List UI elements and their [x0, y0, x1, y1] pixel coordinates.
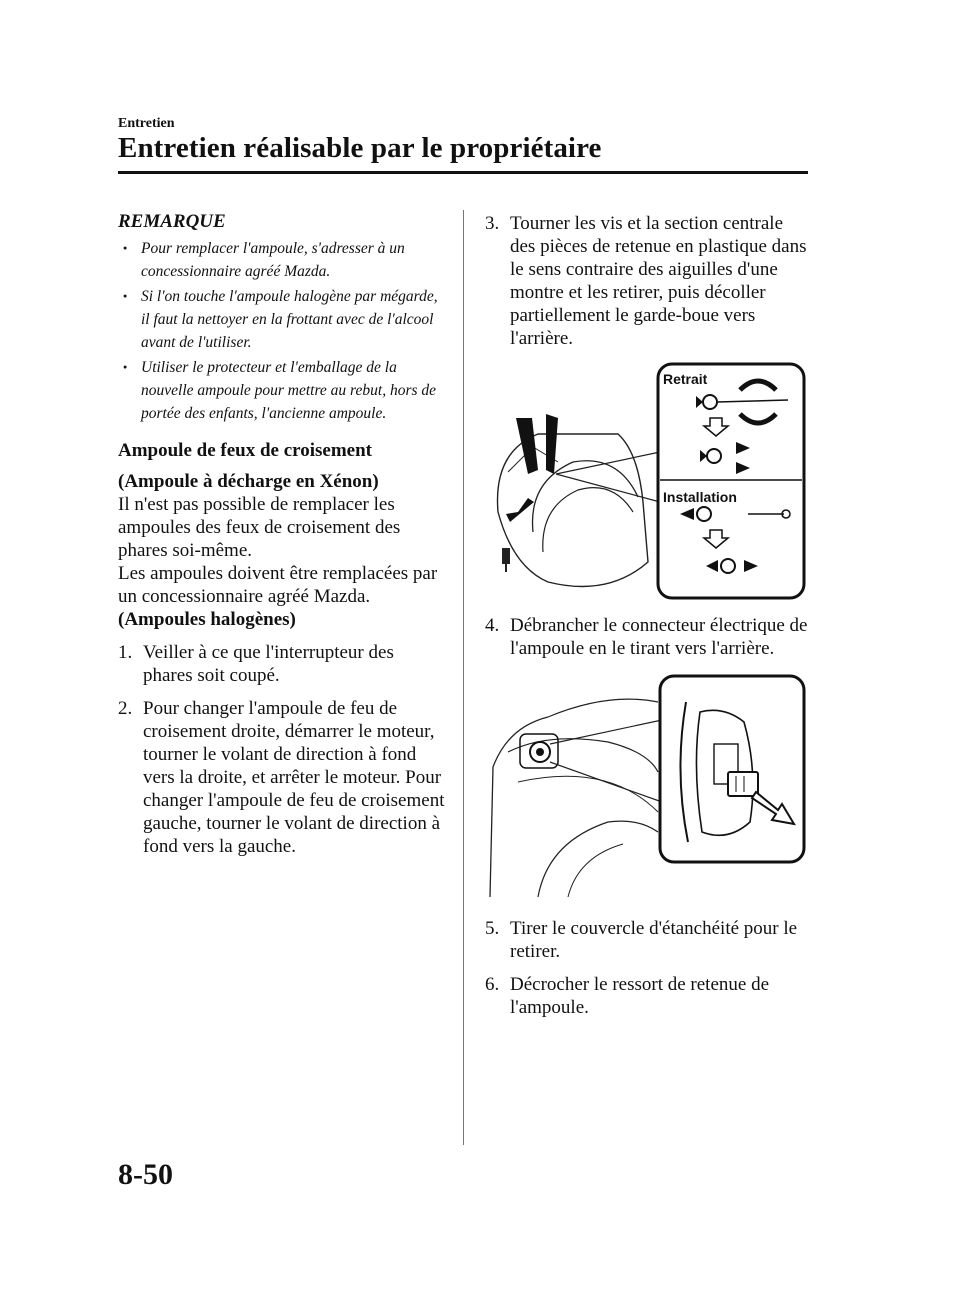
- title-rule: [118, 171, 808, 174]
- page-title: Entretien réalisable par le propriétaire: [118, 132, 602, 164]
- note-item: ● Utiliser le protecteur et l'emballage de la nouvelle ampoule pour mettre au rebut, hors de portée des enfants, l'ancienne ampoule.: [118, 356, 448, 425]
- step-text: Débrancher le connecteur électrique de l'ampoule en le tirant vers l'arrière.: [510, 615, 808, 659]
- screw-icon: [502, 548, 510, 572]
- connector-illustration: [488, 672, 808, 897]
- callout-box: [660, 676, 804, 862]
- section-label: Entretien: [118, 116, 175, 131]
- callout-box: [658, 364, 804, 598]
- note-item: ● Pour remplacer l'ampoule, s'adresser à un concessionnaire agréé Mazda.: [118, 237, 448, 283]
- step-number: 1.: [118, 642, 133, 663]
- column-divider: [463, 210, 464, 1145]
- note-list: [118, 237, 448, 425]
- left-column: [118, 210, 448, 858]
- step-5: [485, 917, 810, 963]
- step-6: [485, 973, 810, 1019]
- step-text: Veiller à ce que l'interrupteur des phares soit coupé.: [143, 642, 394, 686]
- page-number: 8-50: [118, 1158, 173, 1191]
- arrow-icon: [516, 418, 538, 474]
- arrow-icon: [546, 414, 558, 474]
- note-item: ● Si l'on touche l'ampoule halogène par mégarde, il faut la nettoyer en la frottant avec de l'alcool avant de l'utiliser.: [118, 285, 448, 354]
- connector-icon: [728, 772, 758, 796]
- label-removal: Retrait: [663, 371, 708, 387]
- note-title: REMARQUE: [118, 211, 226, 232]
- step-text: Décrocher le ressort de retenue de l'ampoule.: [510, 974, 769, 1018]
- step-4: [485, 614, 810, 660]
- step-number: 2.: [118, 698, 133, 719]
- xenon-text-dealer: Les ampoules doivent être remplacées par un concessionnaire agréé Mazda.: [118, 563, 438, 607]
- step-number: 3.: [485, 213, 500, 234]
- arrow-icon: [506, 498, 534, 522]
- right-column: [485, 212, 810, 1019]
- step-number: 5.: [485, 918, 500, 939]
- step-text: Tourner les vis et la section centrale des pièces de retenue en plastique dans le sens contraire des aiguilles d'une montre et les retirer, puis décoller partiellement le garde-boue vers l'arrière.: [510, 213, 807, 349]
- step-number: 4.: [485, 615, 500, 636]
- step-text: Tirer le couvercle d'étanchéité pour le retirer.: [510, 918, 798, 962]
- step-number: 6.: [485, 974, 500, 995]
- xenon-text: Il n'est pas possible de remplacer les ampoules des feux de croisement des phares soi-même.: [118, 494, 401, 561]
- xenon-heading: (Ampoule à décharge en Xénon): [118, 471, 379, 492]
- step-3: [485, 212, 810, 350]
- halogen-heading: (Ampoules halogènes): [118, 609, 296, 630]
- figure-connector: [488, 672, 808, 897]
- low-beam-heading: Ampoule de feux de croisement: [118, 440, 373, 461]
- step-1: [118, 641, 448, 687]
- fender-illustration: [488, 362, 808, 600]
- step-text: Pour changer l'ampoule de feu de croisement droite, démarrer le moteur, tourner le volant de direction à fond vers la droite, et arrêter le moteur. Pour changer l'ampoule de feu de croisement gauche, tourner le volant de direction à fond vers la gauche.: [143, 698, 445, 857]
- step-2: [118, 697, 448, 858]
- figure-fender-clips: [488, 362, 808, 600]
- label-installation: Installation: [663, 489, 737, 505]
